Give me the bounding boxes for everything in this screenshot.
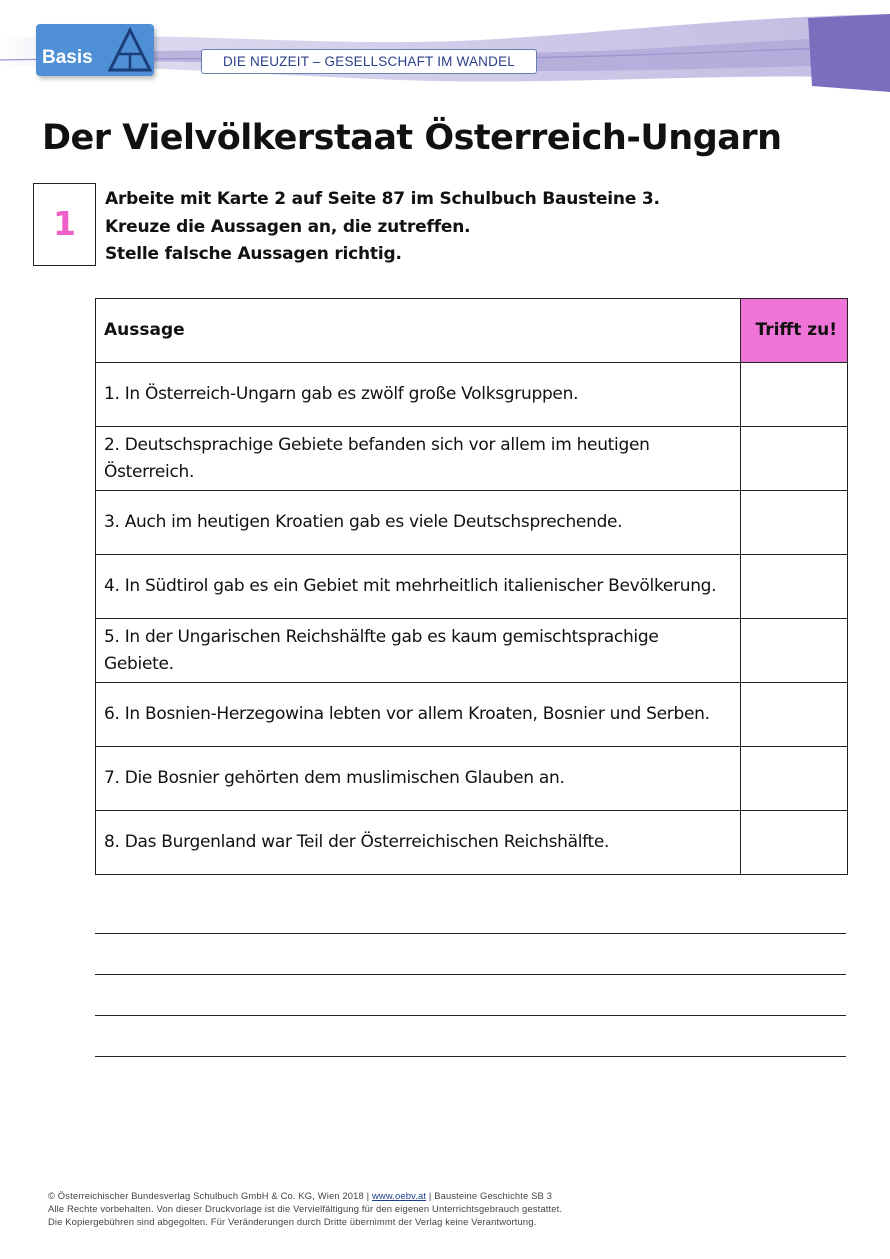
footer-line-3: Die Kopiergebühren sind abgegolten. Für Veränderungen durch Dritte übernimmt der Verlag keine Verantwortung. — [48, 1216, 537, 1227]
check-cell[interactable] — [741, 555, 848, 619]
instruction-line: Stelle falsche Aussagen richtig. — [105, 244, 402, 264]
instruction-line: Arbeite mit Karte 2 auf Seite 87 im Schulbuch Bausteine 3. — [105, 189, 660, 209]
table-row — [96, 555, 848, 619]
footer-line-2: Alle Rechte vorbehalten. Von dieser Druckvorlage ist die Vervielfältigung für den eigenen Unterrichtsgebrauch gestattet. — [48, 1203, 563, 1214]
task-number: 1 — [53, 204, 76, 243]
basis-logo — [36, 24, 154, 76]
logo-text: Basis — [42, 47, 93, 68]
check-cell[interactable] — [741, 683, 848, 747]
statement-cell: 3. Auch im heutigen Kroatien gab es viele Deutschsprechende. — [96, 491, 741, 555]
section-label: DIE NEUZEIT – GESELLSCHAFT IM WANDEL — [201, 49, 537, 74]
instruction-line: Kreuze die Aussagen an, die zutreffen. — [105, 216, 471, 237]
check-cell[interactable] — [741, 811, 848, 875]
table-row — [96, 747, 848, 811]
copyright-footer — [48, 1189, 562, 1228]
answer-line[interactable] — [95, 974, 846, 975]
table-row — [96, 491, 848, 555]
check-cell[interactable] — [741, 427, 848, 491]
statement-cell: 7. Die Bosnier gehörten dem muslimischen Glauben an. — [96, 747, 741, 811]
statement-cell: 1. In Österreich-Ungarn gab es zwölf große Volksgruppen. — [96, 363, 741, 427]
pyramid-logo-icon — [108, 27, 152, 73]
table-header-row — [96, 299, 848, 363]
check-cell[interactable] — [741, 747, 848, 811]
column-header-statement: Aussage — [96, 299, 741, 363]
table-row — [96, 427, 848, 491]
answer-line[interactable] — [95, 933, 846, 934]
task-number-box — [33, 183, 96, 266]
footer-prefix: © Österreichischer Bundesverlag Schulbuch GmbH & Co. KG, Wien 2018 | — [48, 1190, 372, 1201]
check-cell[interactable] — [741, 491, 848, 555]
statements-table — [95, 298, 848, 875]
column-header-check: Trifft zu! — [741, 299, 848, 363]
footer-line-1 — [48, 1189, 562, 1202]
table-row — [96, 811, 848, 875]
table-row — [96, 363, 848, 427]
page-title: Der Vielvölkerstaat Österreich-Ungarn — [42, 118, 782, 158]
check-cell[interactable] — [741, 363, 848, 427]
answer-line[interactable] — [95, 1056, 846, 1057]
answer-line[interactable] — [95, 1015, 846, 1016]
task-instructions — [105, 186, 660, 269]
check-cell[interactable] — [741, 619, 848, 683]
statement-cell: 2. Deutschsprachige Gebiete befanden sich vor allem im heutigen Österreich. — [96, 427, 741, 491]
table-row — [96, 683, 848, 747]
publisher-link[interactable]: www.oebv.at — [372, 1190, 427, 1201]
header-corner-block — [808, 14, 890, 92]
table-row — [96, 619, 848, 683]
statement-cell: 6. In Bosnien-Herzegowina lebten vor allem Kroaten, Bosnier und Serben. — [96, 683, 741, 747]
statement-cell: 8. Das Burgenland war Teil der Österreichischen Reichshälfte. — [96, 811, 741, 875]
statement-cell: 5. In der Ungarischen Reichshälfte gab es kaum gemischtsprachige Gebiete. — [96, 619, 741, 683]
statement-cell: 4. In Südtirol gab es ein Gebiet mit mehrheitlich italienischer Bevölkerung. — [96, 555, 741, 619]
footer-suffix: | Bausteine Geschichte SB 3 — [426, 1190, 553, 1201]
